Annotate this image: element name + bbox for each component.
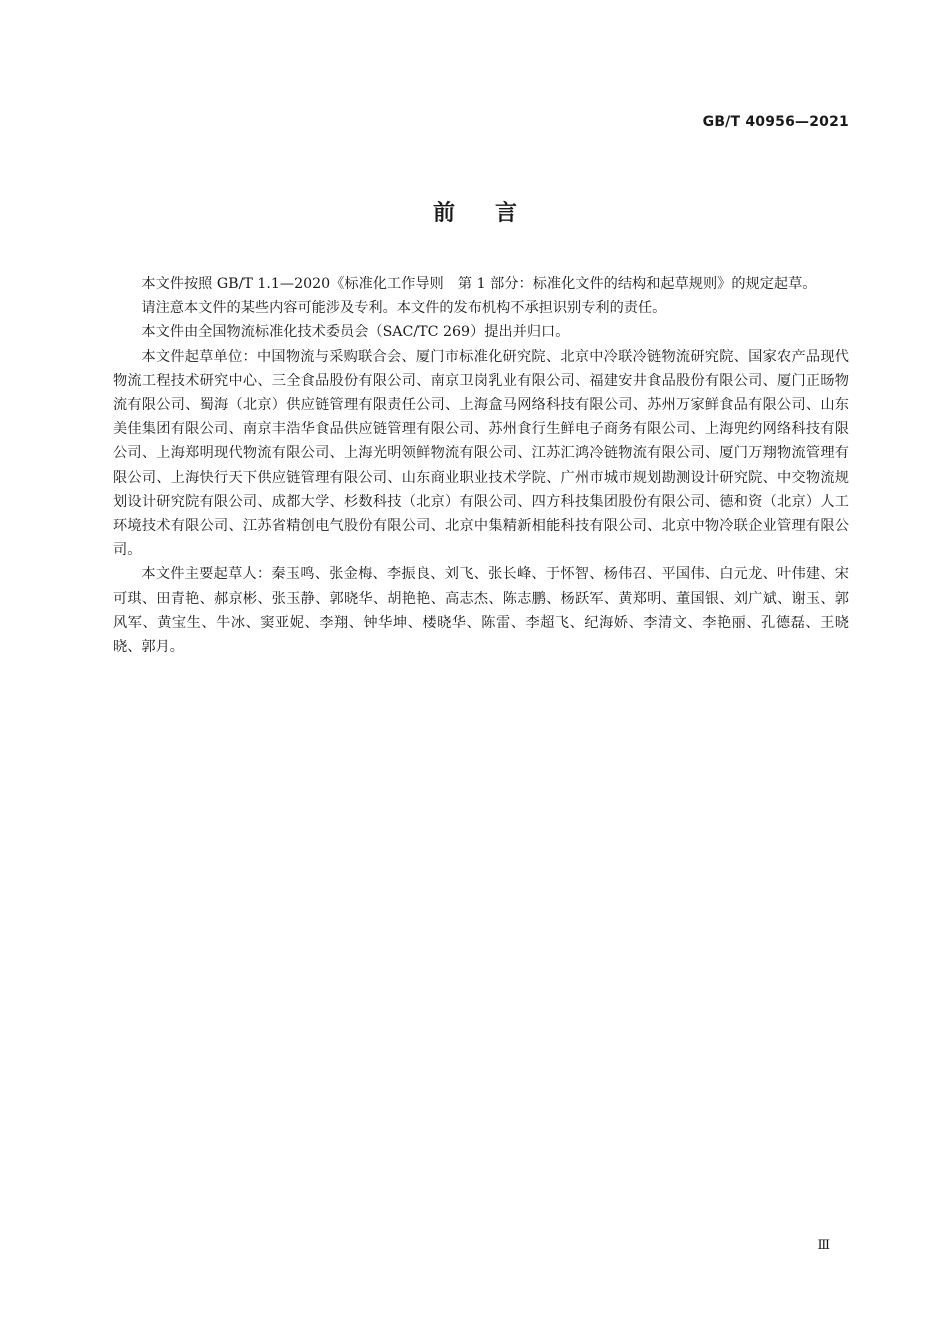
body-text: [113, 272, 849, 659]
paragraph-patent-notice: 请注意本文件的某些内容可能涉及专利。本文件的发布机构不承担识别专利的责任。: [141, 300, 667, 317]
document-number: GB/T 40956—2021: [702, 114, 849, 130]
page-number: Ⅲ: [817, 1238, 830, 1253]
paragraph-drafting-rules: 本文件按照 GB/T 1.1—2020《标准化工作导则 第 1 部分：标准化文件的结构和起草规则》的规定起草。: [141, 276, 817, 292]
paragraph-drafting-units: 本文件起草单位：中国物流与采购联合会、厦门市标准化研究院、北京中冷联冷链物流研究院、国家农产品现代物流工程技术研究中心、三全食品股份有限公司、南京卫岗乳业有限公司、福建安井食品股份有限公司、厦门正旸物流有限公司、蜀海（北京）供应链管理有限责任公司、上海盒马网络科技有限公司、苏州万家鲜食品有限公司、山东美佳集团有限公司、南京丰浩华食品供应链管理有限公司、苏州食行生鲜电子商务有限公司、上海兜约网络科技有限公司、上海郑明现代物流有限公司、上海光明领鲜物流有限公司、江苏汇鸿冷链物流有限公司、厦门万翔物流管理有限公司、上海快行天下供应链管理有限公司、山东商业职业技术学院、广州市城市规划勘测设计研究院、中交物流规划设计研究院有限公司、成都大学、杉数科技（北京）有限公司、四方科技集团股份有限公司、德和资（北京）人工环境技术有限公司、江苏省精创电气股份有限公司、北京中集精新相能科技有限公司、北京中物冷联企业管理有限公司。: [113, 348, 849, 559]
paragraph-drafters: 本文件主要起草人：秦玉鸣、张金梅、李振良、刘飞、张长峰、于怀智、杨伟召、平国伟、白元龙、叶伟建、宋可琪、田青艳、郝京彬、张玉静、郭晓华、胡艳艳、高志杰、陈志鹏、杨跃军、黄郑明、董国银、刘广斌、谢玉、郭风军、黄宝生、牛冰、窦亚妮、李翔、钟华坤、楼晓华、陈雷、李超飞、纪海娇、李清文、李艳丽、孔德磊、王晓晓、郭月。: [113, 566, 849, 656]
page-title: 前言: [432, 201, 557, 226]
paragraph-proposer: 本文件由全国物流标准化技术委员会（SAC/TC 269）提出并归口。: [141, 324, 570, 341]
